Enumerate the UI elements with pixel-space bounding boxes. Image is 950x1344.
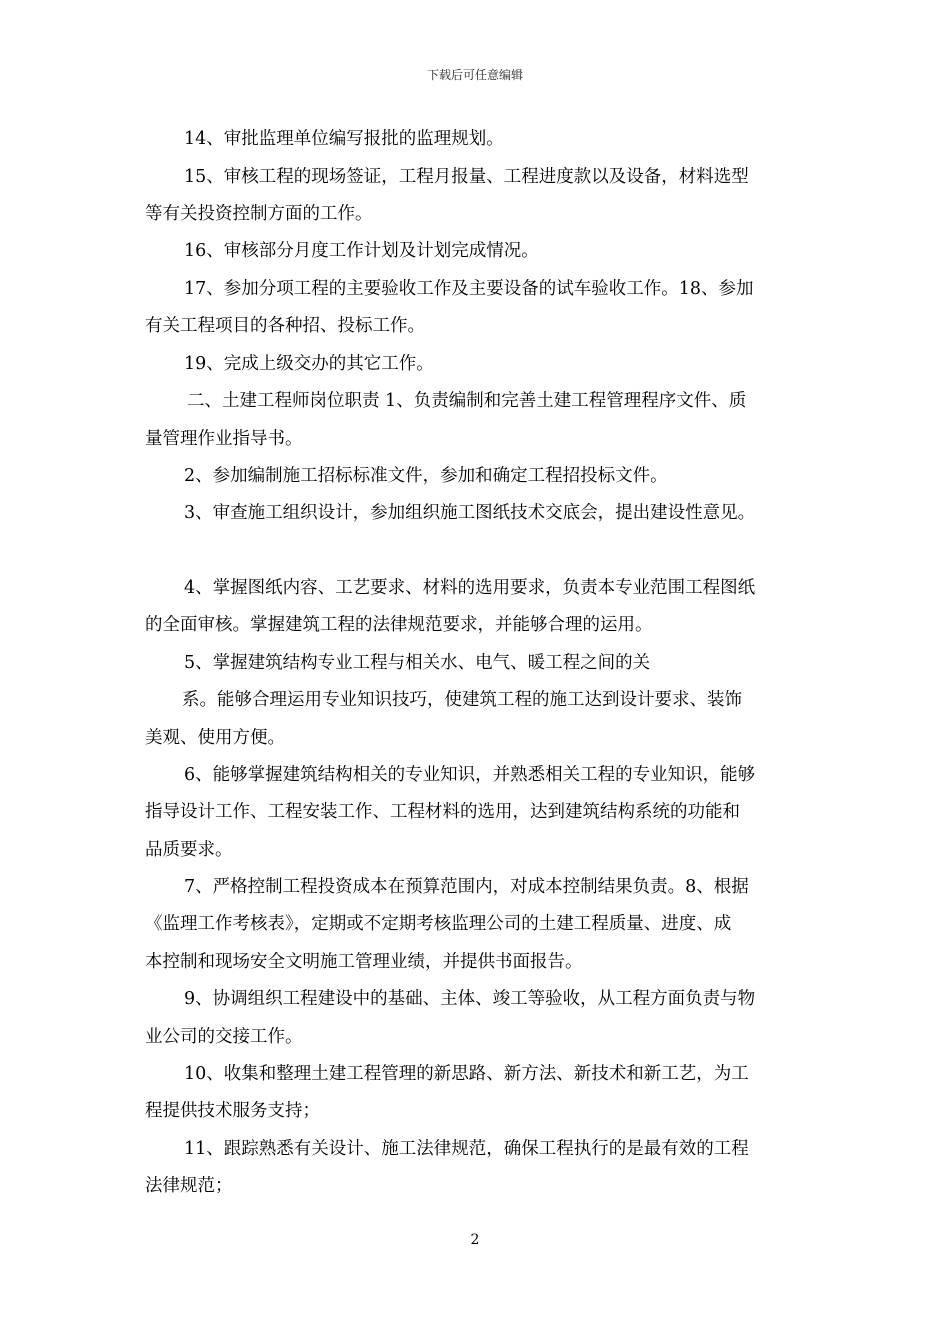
paragraph-line: 6、能够掌握建筑结构相关的专业知识，并熟悉相关工程的专业知识，能够 [184,765,756,785]
paragraph-line: 17、参加分项工程的主要验收工作及主要设备的试车验收工作。18、参加 [184,279,754,299]
paragraph-line: 14、审批监理单位编写报批的监理规划。 [184,129,504,149]
paragraph-line: 7、严格控制工程投资成本在预算范围内，对成本控制结果负责。8、根据 [184,877,749,897]
paragraph-line: 量管理作业指导书。 [145,429,303,449]
paragraph-line: 19、完成上级交办的其它工作。 [184,354,434,374]
paragraph-line: 5、掌握建筑结构专业工程与相关水、电气、暖工程之间的关 [184,653,651,673]
paragraph-line: 9、协调组织工程建设中的基础、主体、竣工等验收，从工程方面负责与物 [184,989,756,1009]
paragraph-line: 15、审核工程的现场签证，工程月报量、工程进度款以及设备，材料选型 [184,167,749,187]
paragraph-line: 的全面审核。掌握建筑工程的法律规范要求，并能够合理的运用。 [145,615,653,635]
paragraph-line: 美观、使用方便。 [145,728,285,748]
paragraph-line: 法律规范； [145,1176,233,1196]
paragraph-line: 11、跟踪熟悉有关设计、施工法律规范，确保工程执行的是最有效的工程 [184,1139,749,1159]
paragraph-line: 16、审核部分月度工作计划及计划完成情况。 [184,241,539,261]
paragraph-line: 4、掌握图纸内容、工艺要求、材料的选用要求，负责本专业范围工程图纸 [184,578,756,598]
paragraph-line: 3、审查施工组织设计，参加组织施工图纸技术交底会，提出建设性意见。 [184,503,756,523]
paragraph-line: 有关工程项目的各种招、投标工作。 [145,316,425,336]
paragraph-line: 2、参加编制施工招标标准文件，参加和确定工程招投标文件。 [184,466,668,486]
paragraph-line: 本控制和现场安全文明施工管理业绩，并提供书面报告。 [145,952,583,972]
paragraph-line: 等有关投资控制方面的工作。 [145,204,373,224]
page-header: 下载后可任意编辑 [426,68,523,82]
paragraph-line: 指导设计工作、工程安装工作、工程材料的选用，达到建筑结构系统的功能和 [145,802,740,822]
paragraph-line: 品质要求。 [145,840,233,860]
paragraph-line: 10、收集和整理土建工程管理的新思路、新方法、新技术和新工艺，为工 [184,1064,749,1084]
page-number: 2 [470,1232,480,1248]
paragraph-line: 二、土建工程师岗位职责 1、负责编制和完善土建工程管理程序文件、质 [187,391,747,411]
paragraph-line: 业公司的交接工作。 [145,1027,303,1047]
paragraph-line: 《监理工作考核表》，定期或不定期考核监理公司的土建工程质量、进度、成 [145,914,732,934]
paragraph-line: 程提供技术服务支持； [145,1101,320,1121]
paragraph-line: 系。能够合理运用专业知识技巧，使建筑工程的施工达到设计要求、装饰 [182,690,742,710]
